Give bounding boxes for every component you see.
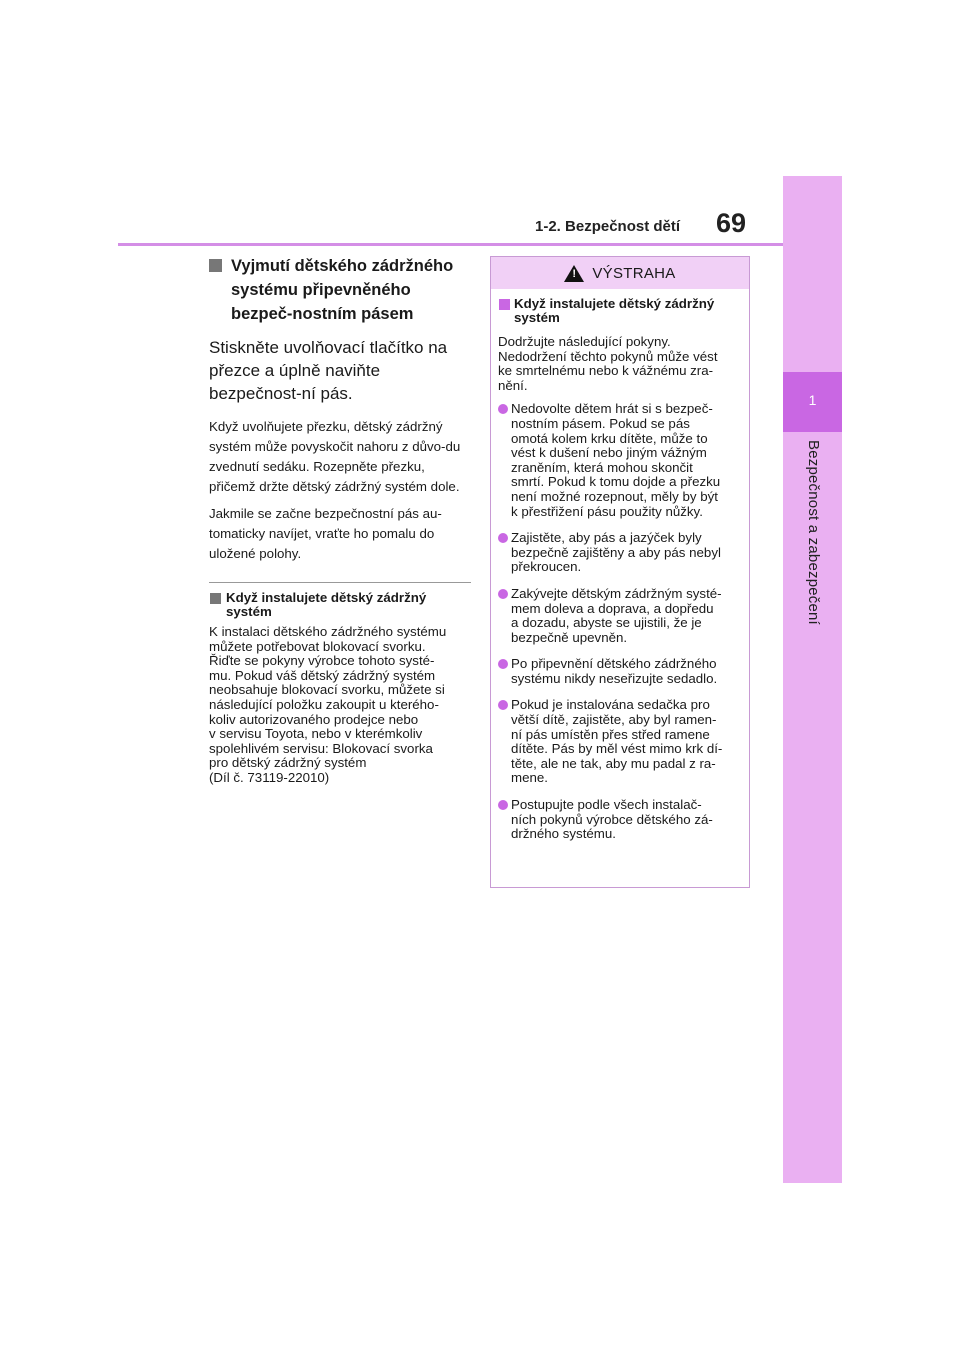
chapter-number: 1 bbox=[808, 392, 817, 408]
bullet-dot-icon bbox=[498, 659, 508, 669]
header-rule bbox=[118, 243, 783, 246]
main-column bbox=[209, 254, 471, 786]
warning-intro: Dodržujte následující pokyny. Nedodržení těchto pokynů může vést ke smrtelnému nebo k vážnému zra- nění. bbox=[498, 334, 718, 393]
warning-bullet: Zajistěte, aby pás a jazýček byly bezpečně zajištěny a aby pás nebyl překroucen. bbox=[498, 531, 742, 575]
warning-bullet: Zakývejte dětským zádržným systé- mem doleva a doprava, a dopředu a dozadu, abyste se ujistili, že je bezpečně upevněn. bbox=[498, 587, 742, 645]
info-paragraph: Když uvolňujete přezku, dětský zádržný systém může povyskočit nahoru z důvo-du zvednutí sedáku. Rozepněte přezku, přičemž držte dětský zádržný systém dole. bbox=[209, 419, 461, 494]
warning-bullet: Pokud je instalována sedačka pro větší dítě, zajistěte, aby byl ramen- ní pás umístěn přes střed ramene dítěte. Pás by měl vést mimo krk dí- těte, ale ne tak, aby mu padal z ra- mene. bbox=[498, 698, 742, 786]
bullet-dot-icon bbox=[498, 589, 508, 599]
bullet-dot-icon bbox=[498, 800, 508, 810]
square-bullet-icon bbox=[209, 259, 222, 272]
warning-triangle-icon: ! bbox=[564, 265, 584, 282]
warning-header bbox=[491, 257, 749, 289]
warning-bullet: Po připevnění dětského zádržného systému nikdy neseřizujte sedadlo. bbox=[498, 657, 742, 686]
square-bullet-icon bbox=[499, 299, 510, 310]
warning-box bbox=[490, 256, 750, 888]
chapter-label: Bezpečnost a zabezpečení bbox=[805, 440, 822, 625]
bullet-dot-icon bbox=[498, 700, 508, 710]
square-bullet-icon bbox=[210, 593, 221, 604]
bullet-dot-icon bbox=[498, 533, 508, 543]
warning-heading: VÝSTRAHA bbox=[592, 264, 676, 282]
note-heading: Když instalujete dětský zádržný systém bbox=[209, 591, 471, 619]
section-title: 1-2. Bezpečnost dětí bbox=[535, 218, 681, 235]
warning-title: Když instalujete dětský zádržný systém bbox=[498, 297, 742, 325]
instruction-text: Stiskněte uvolňovací tlačítko na přezce a úplně naviňte bezpečnost-ní pás. bbox=[209, 338, 448, 403]
warning-bullet: Postupujte podle všech instalač- ních pokynů výrobce dětského zá- držného systému. bbox=[498, 798, 742, 842]
section-heading: Vyjmutí dětského zádržného systému připevněného bezpeč-nostním pásem bbox=[209, 254, 471, 326]
page-number: 69 bbox=[716, 208, 747, 238]
bullet-dot-icon bbox=[498, 404, 508, 414]
info-paragraph: Jakmile se začne bezpečnostní pás au-tomaticky navíjet, vraťte ho pomalu do uložené polohy. bbox=[209, 506, 442, 561]
warning-bullet: Nedovolte dětem hrát si s bezpeč- nostním pásem. Pokud se pás omotá kolem krku dítěte, může to vést k dušení nebo jiným vážným zraněním, která mohou skončit smrtí. Pokud k tomu dojde a přezku není možné rozepnout, měly by být k přestřižení pásu použity nůžky. bbox=[498, 402, 742, 519]
note-body: K instalaci dětského zádržného systému můžete potřebovat blokovací svorku. Řiďte se pokyny výrobce tohoto systé- mu. Pokud váš dětský zádržný systém neobsahuje blokovací svorku, můžete si následující položku zakoupit u kterého- koliv autorizovaného prodejce nebo v servisu Toyota, nebo v kterémkoliv spolehlivém servisu: Blokovací svorka pro dětský zádržný systém (Díl č. 73119-22010) bbox=[209, 624, 447, 785]
warning-body bbox=[491, 289, 749, 842]
divider bbox=[209, 582, 471, 583]
